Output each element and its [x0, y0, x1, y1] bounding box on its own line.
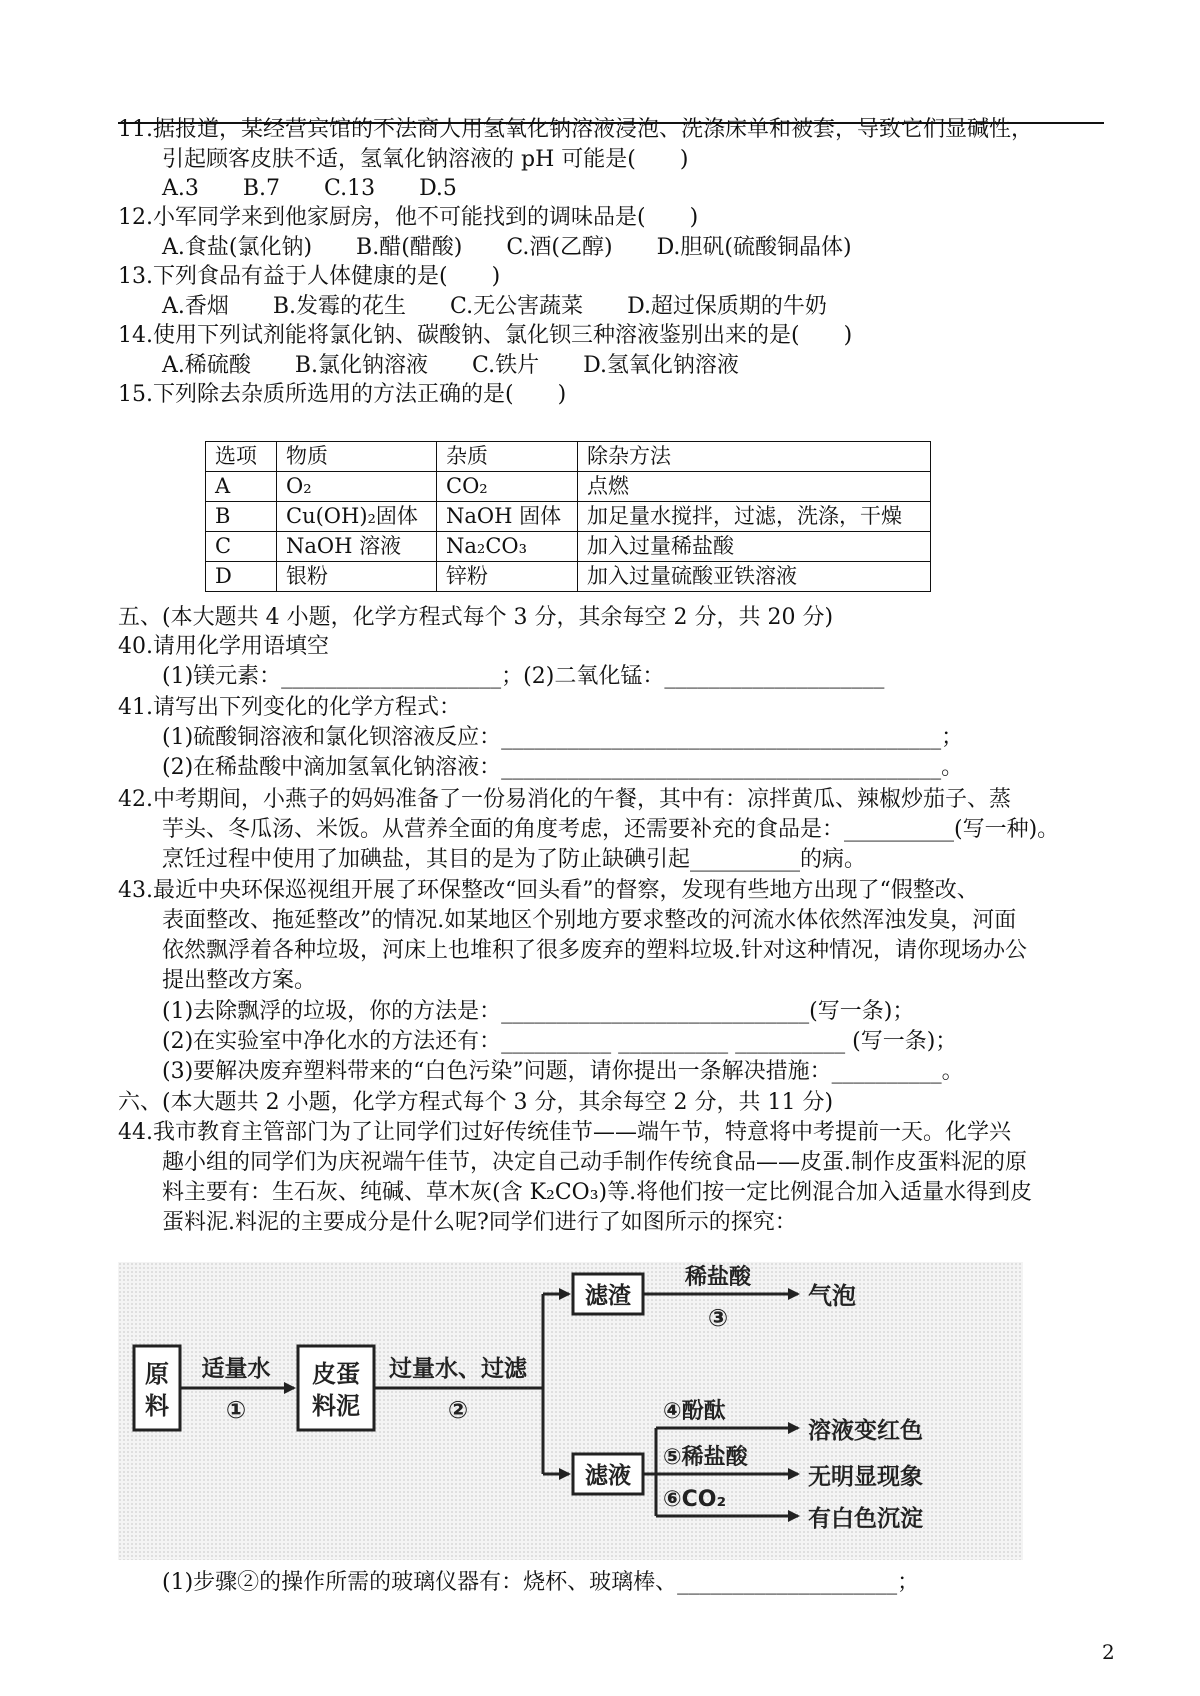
table-row [206, 532, 931, 562]
step1-num: ① [225, 1396, 247, 1424]
table-header: 杂质 [437, 442, 578, 472]
section6-heading: 六、(本大题共 2 小题，化学方程式每个 3 分，其余每空 2 分，共 11 分) [118, 1090, 834, 1115]
mud-box-text-1: 皮蛋 [312, 1360, 360, 1388]
q43-line4: 提出整改方案。 [162, 968, 317, 993]
q43-line2: 表面整改、拖延整改”的情况.如某地区个别地方要求整改的河流水体依然浑浊发臭，河面 [162, 908, 1017, 933]
table-cell: A [206, 472, 277, 502]
result6-text: 有白色沉淀 [808, 1506, 923, 1532]
q43-sub1: (1)去除飘浮的垃圾，你的方法是：____________________________(写一条)； [162, 999, 915, 1024]
page-number: 2 [1102, 1640, 1115, 1664]
table-row [206, 562, 931, 592]
table-header: 除杂方法 [578, 442, 931, 472]
step6-label: ⑥CO₂ [663, 1487, 727, 1512]
q13-stem: 13.下列食品有益于人体健康的是( ) [118, 264, 501, 289]
table-cell: NaOH 溶液 [277, 532, 437, 562]
flow-diagram-svg [118, 1262, 1023, 1560]
filtrate-box-text: 滤液 [585, 1463, 631, 1489]
q43-line3: 依然飘浮着各种垃圾，河床上也堆积了很多废弃的塑料垃圾.针对这种情况，请你现场办公 [162, 938, 1027, 963]
q15-stem: 15.下列除去杂质所选用的方法正确的是( ) [118, 382, 567, 407]
experiment-flow-diagram [118, 1262, 1023, 1560]
q11-options: A.3 B.7 C.13 D.5 [162, 176, 457, 201]
mud-box-text-2: 料泥 [312, 1392, 360, 1420]
table-row [206, 472, 931, 502]
q44-sub1: (1)步骤②的操作所需的玻璃仪器有：烧杯、玻璃棒、____________________； [162, 1570, 920, 1595]
q14-stem: 14.使用下列试剂能将氯化钠、碳酸钠、氯化钡三种溶液鉴别出来的是( ) [118, 323, 853, 348]
q13-options: A.香烟 B.发霉的花生 C.无公害蔬菜 D.超过保质期的牛奶 [162, 294, 827, 319]
table-cell: B [206, 502, 277, 532]
table-cell: 银粉 [277, 562, 437, 592]
table-cell: O₂ [277, 472, 437, 502]
table-header: 选项 [206, 442, 277, 472]
raw-box-text-1: 原 [145, 1360, 169, 1388]
table-header: 物质 [277, 442, 437, 472]
q43-line1: 43.最近中央环保巡视组开展了环保整改“回头看”的督察，发现有些地方出现了“假整改、 [118, 878, 979, 903]
table-row [206, 502, 931, 532]
q42-line2: 芋头、冬瓜汤、米饭。从营养全面的角度考虑，还需要补充的食品是：__________(写一种)。 [162, 817, 1060, 842]
q40-line1: (1)镁元素：____________________；(2)二氧化锰：____________________ [162, 664, 885, 689]
table-cell: 锌粉 [437, 562, 578, 592]
q12-options: A.食盐(氯化钠) B.醋(醋酸) C.酒(乙醇) D.胆矾(硫酸铜晶体) [162, 235, 852, 260]
step2-num: ② [447, 1396, 469, 1424]
table-cell: NaOH 固体 [437, 502, 578, 532]
result5-text: 无明显现象 [808, 1464, 923, 1490]
q42-line1: 42.中考期间，小燕子的妈妈准备了一份易消化的午餐，其中有：凉拌黄瓜、辣椒炒茄子、蒸 [118, 787, 1011, 812]
table-cell: 加足量水搅拌，过滤，洗涤，干燥 [578, 502, 931, 532]
table-cell: 加入过量硫酸亚铁溶液 [578, 562, 931, 592]
q41-stem: 41.请写出下列变化的化学方程式： [118, 695, 461, 720]
step3-label: 稀盐酸 [684, 1265, 752, 1290]
q43-sub2: (2)在实验室中净化水的方法还有：__________ __________ __________ (写一条)； [162, 1029, 958, 1054]
q44-line1: 44.我市教育主管部门为了让同学们过好传统佳节——端午节，特意将中考提前一天。化学兴 [118, 1120, 1011, 1145]
q43-sub3: (3)要解决废弃塑料带来的“白色污染”问题，请你提出一条解决措施：__________。 [162, 1059, 964, 1084]
section5-heading: 五、(本大题共 4 小题，化学方程式每个 3 分，其余每空 2 分，共 20 分) [118, 605, 834, 630]
table-cell: CO₂ [437, 472, 578, 502]
step2-label: 过量水、过滤 [389, 1356, 527, 1382]
step3-num: ③ [707, 1304, 729, 1332]
step5-label: ⑤稀盐酸 [663, 1445, 748, 1470]
table-cell: Na₂CO₃ [437, 532, 578, 562]
q11-line2: 引起顾客皮肤不适，氢氧化钠溶液的 pH 可能是( ) [162, 147, 689, 172]
result3-text: 气泡 [808, 1282, 856, 1310]
q15-options-table [205, 441, 931, 592]
step1-label: 适量水 [201, 1356, 271, 1382]
q44-line2: 趣小组的同学们为庆祝端午佳节，决定自己动手制作传统食品——皮蛋.制作皮蛋料泥的原 [162, 1150, 1027, 1175]
residue-box-text: 滤渣 [585, 1283, 631, 1309]
q42-line3: 烹饪过程中使用了加碘盐，其目的是为了防止缺碘引起__________的病。 [162, 847, 867, 872]
table-cell: 点燃 [578, 472, 931, 502]
q11-line1: 11.据报道，某经营宾馆的不法商人用氢氧化钠溶液浸泡、洗涤床单和被套，导致它们显碱性， [118, 117, 1033, 142]
q41-line2: (2)在稀盐酸中滴加氢氧化钠溶液：________________________________________。 [162, 755, 964, 780]
result4-text: 溶液变红色 [808, 1418, 923, 1444]
q44-line4: 蛋料泥.料泥的主要成分是什么呢?同学们进行了如图所示的探究： [162, 1210, 797, 1235]
table-cell: D [206, 562, 277, 592]
table-header-row [206, 442, 931, 472]
step4-label: ④酚酞 [663, 1399, 726, 1424]
q44-line3: 料主要有：生石灰、纯碱、草木灰(含 K₂CO₃)等.将他们按一定比例混合加入适量水得到皮 [162, 1180, 1033, 1205]
q40-stem: 40.请用化学用语填空 [118, 634, 329, 659]
q41-line1: (1)硫酸铜溶液和氯化钡溶液反应：________________________________________； [162, 725, 964, 750]
table-cell: C [206, 532, 277, 562]
raw-box-text-2: 料 [145, 1392, 169, 1420]
q14-options: A.稀硫酸 B.氯化钠溶液 C.铁片 D.氢氧化钠溶液 [162, 353, 739, 378]
table-cell: 加入过量稀盐酸 [578, 532, 931, 562]
table-cell: Cu(OH)₂固体 [277, 502, 437, 532]
q12-stem: 12.小军同学来到他家厨房，他不可能找到的调味品是( ) [118, 205, 699, 230]
